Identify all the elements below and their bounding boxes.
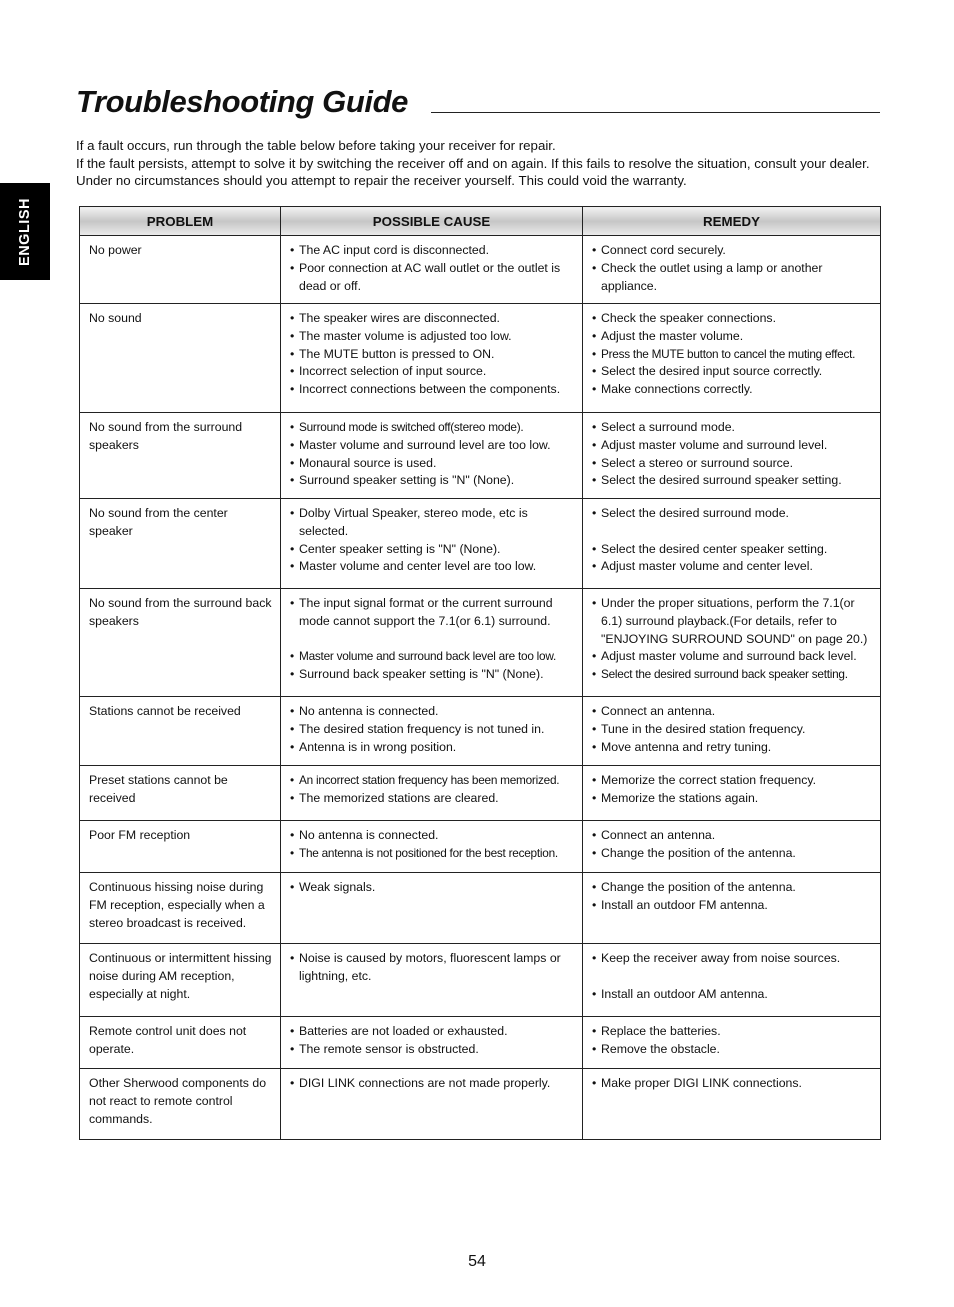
cause-item: • The master volume is adjusted too low. [290, 328, 574, 346]
table-row [80, 413, 881, 499]
page-number: 54 [468, 1253, 486, 1270]
problem-cell [80, 1017, 281, 1069]
remedy-cell [583, 873, 881, 944]
remedy-item: • Connect an antenna. [592, 703, 872, 721]
table-row [80, 304, 881, 413]
column-header-remedy: REMEDY [583, 207, 881, 236]
problem-cell [80, 766, 281, 821]
problem-cell [80, 589, 281, 697]
cause-item: • The MUTE button is pressed to ON. [290, 346, 574, 364]
cause-cell [281, 1017, 583, 1069]
remedy-item: • Remove the obstacle. [592, 1041, 872, 1059]
remedy-item: • Select a stereo or surround source. [592, 455, 872, 473]
remedy-cell [583, 1017, 881, 1069]
remedy-item: • Press the MUTE button to cancel the muting effect. [592, 346, 872, 364]
remedy-item: • Select the desired surround speaker setting. [592, 472, 872, 490]
cause-item: • Incorrect connections between the components. [290, 381, 574, 399]
remedy-item: • Select the desired surround mode. [592, 505, 872, 523]
problem-text: No sound [89, 311, 142, 325]
cause-cell [281, 821, 583, 873]
remedy-item: • Make proper DIGI LINK connections. [592, 1075, 872, 1093]
problem-text: Preset stations cannot be received [89, 773, 228, 805]
intro-text [76, 137, 876, 190]
table-row [80, 944, 881, 1017]
table-row [80, 873, 881, 944]
remedy-item: • Memorize the correct station frequency. [592, 772, 872, 790]
cause-item: • Dolby Virtual Speaker, stereo mode, etc is selected. [290, 505, 574, 541]
problem-cell [80, 304, 281, 413]
cause-item: • Surround speaker setting is "N" (None). [290, 472, 574, 490]
problem-cell [80, 944, 281, 1017]
cause-item: • Surround back speaker setting is "N" (None). [290, 666, 574, 684]
title-underline [431, 112, 880, 113]
cause-item: • Weak signals. [290, 879, 574, 897]
remedy-cell [583, 236, 881, 304]
troubleshooting-table [79, 206, 881, 1140]
remedy-cell [583, 589, 881, 697]
cause-cell [281, 236, 583, 304]
cause-item: • Batteries are not loaded or exhausted. [290, 1023, 574, 1041]
problem-text: Stations cannot be received [89, 704, 241, 718]
remedy-item: • Check the outlet using a lamp or another appliance. [592, 260, 872, 296]
cause-item: • The AC input cord is disconnected. [290, 242, 574, 260]
remedy-item: • Select the desired surround back speaker setting. [592, 666, 872, 684]
problem-text: No sound from the surround back speakers [89, 596, 272, 628]
remedy-item: • Connect an antenna. [592, 827, 872, 845]
cause-item: • The desired station frequency is not tuned in. [290, 721, 574, 739]
cause-item: • Master volume and center level are too low. [290, 558, 574, 576]
remedy-item: • Adjust master volume and surround level. [592, 437, 872, 455]
cause-item: • The input signal format or the current surround mode cannot support the 7.1(or 6.1) surround. [290, 595, 574, 631]
table-header-row [80, 207, 881, 236]
language-tab [0, 183, 50, 280]
problem-text: No sound from the surround speakers [89, 420, 243, 452]
table-row [80, 821, 881, 873]
cause-cell [281, 413, 583, 499]
remedy-item: • Make connections correctly. [592, 381, 872, 399]
cause-item: • Antenna is in wrong position. [290, 739, 574, 757]
cause-item: • The antenna is not positioned for the best reception. [290, 845, 574, 863]
remedy-item: • Change the position of the antenna. [592, 879, 872, 897]
cause-cell [281, 499, 583, 589]
table-row [80, 1069, 881, 1140]
cause-item: • DIGI LINK connections are not made properly. [290, 1075, 574, 1093]
cause-item: • The remote sensor is obstructed. [290, 1041, 574, 1059]
cause-cell [281, 304, 583, 413]
problem-cell [80, 1069, 281, 1140]
remedy-cell [583, 944, 881, 1017]
remedy-cell [583, 821, 881, 873]
cause-item: • An incorrect station frequency has been memorized. [290, 772, 574, 790]
cause-cell [281, 766, 583, 821]
intro-paragraph: If a fault occurs, run through the table below before taking your receiver for repair. [76, 138, 556, 153]
table-row [80, 236, 881, 304]
remedy-item: • Adjust the master volume. [592, 328, 872, 346]
cause-item: • The memorized stations are cleared. [290, 790, 574, 808]
problem-cell [80, 821, 281, 873]
remedy-item: • Install an outdoor AM antenna. [592, 986, 872, 1004]
cause-item: • Poor connection at AC wall outlet or the outlet is dead or off. [290, 260, 574, 296]
table-row [80, 697, 881, 766]
remedy-item: • Adjust master volume and center level. [592, 558, 872, 576]
cause-item: • The speaker wires are disconnected. [290, 310, 574, 328]
remedy-item: • Tune in the desired station frequency. [592, 721, 872, 739]
remedy-item: • Memorize the stations again. [592, 790, 872, 808]
remedy-item: • Under the proper situations, perform the 7.1(or 6.1) surround playback.(For details, refer to "ENJOYING SURROUND SOUND" on page 20.) [592, 595, 872, 648]
cause-item: • No antenna is connected. [290, 703, 574, 721]
problem-cell [80, 697, 281, 766]
problem-text: Continuous hissing noise during FM reception, especially when a stereo broadcast is received. [89, 880, 265, 930]
cause-cell [281, 873, 583, 944]
problem-cell [80, 873, 281, 944]
remedy-item: • Keep the receiver away from noise sources. [592, 950, 872, 968]
language-tab-label: ENGLISH [17, 197, 33, 266]
problem-text: Remote control unit does not operate. [89, 1024, 247, 1056]
cause-item: • Incorrect selection of input source. [290, 363, 574, 381]
remedy-item: • Adjust master volume and surround back level. [592, 648, 872, 666]
problem-text: No sound from the center speaker [89, 506, 228, 538]
cause-item: • Surround mode is switched off(stereo mode). [290, 419, 574, 437]
remedy-cell [583, 413, 881, 499]
table-row [80, 1017, 881, 1069]
remedy-cell [583, 766, 881, 821]
cause-cell [281, 589, 583, 697]
remedy-item: • Change the position of the antenna. [592, 845, 872, 863]
title-row [76, 82, 880, 126]
problem-text: Other Sherwood components do not react to remote control commands. [89, 1076, 267, 1126]
cause-item: • Noise is caused by motors, fluorescent lamps or lightning, etc. [290, 950, 574, 986]
cause-item: • Master volume and surround back level are too low. [290, 648, 574, 666]
table-row [80, 589, 881, 697]
problem-text: Poor FM reception [89, 828, 191, 842]
remedy-item: • Select the desired input source correctly. [592, 363, 872, 381]
cause-cell [281, 944, 583, 1017]
cause-cell [281, 697, 583, 766]
remedy-cell [583, 697, 881, 766]
cause-item: • Master volume and surround level are too low. [290, 437, 574, 455]
remedy-item: • Move antenna and retry tuning. [592, 739, 872, 757]
page-title: Troubleshooting Guide [76, 84, 409, 119]
problem-cell [80, 499, 281, 589]
remedy-cell [583, 499, 881, 589]
intro-paragraph: If the fault persists, attempt to solve it by switching the receiver off and on again. If this fails to resolve the situation, consult your dealer. Under no circumstances should you attempt to repair the receiver yourself. This could void the warranty. [76, 155, 870, 188]
table-row [80, 499, 881, 589]
column-header-cause: POSSIBLE CAUSE [281, 207, 583, 236]
problem-cell [80, 413, 281, 499]
problem-cell [80, 236, 281, 304]
table-row [80, 766, 881, 821]
remedy-item: • Select a surround mode. [592, 419, 872, 437]
remedy-item: • Select the desired center speaker setting. [592, 541, 872, 559]
problem-text: Continuous or intermittent hissing noise during AM reception, especially at night. [89, 951, 272, 1001]
problem-text: No power [89, 243, 142, 257]
remedy-cell [583, 304, 881, 413]
remedy-cell [583, 1069, 881, 1140]
column-header-problem: PROBLEM [80, 207, 281, 236]
cause-cell [281, 1069, 583, 1140]
cause-item: • Monaural source is used. [290, 455, 574, 473]
remedy-item: • Install an outdoor FM antenna. [592, 897, 872, 915]
remedy-item: • Replace the batteries. [592, 1023, 872, 1041]
remedy-item: • Connect cord securely. [592, 242, 872, 260]
cause-item: • No antenna is connected. [290, 827, 574, 845]
remedy-item: • Check the speaker connections. [592, 310, 872, 328]
cause-item: • Center speaker setting is "N" (None). [290, 541, 574, 559]
